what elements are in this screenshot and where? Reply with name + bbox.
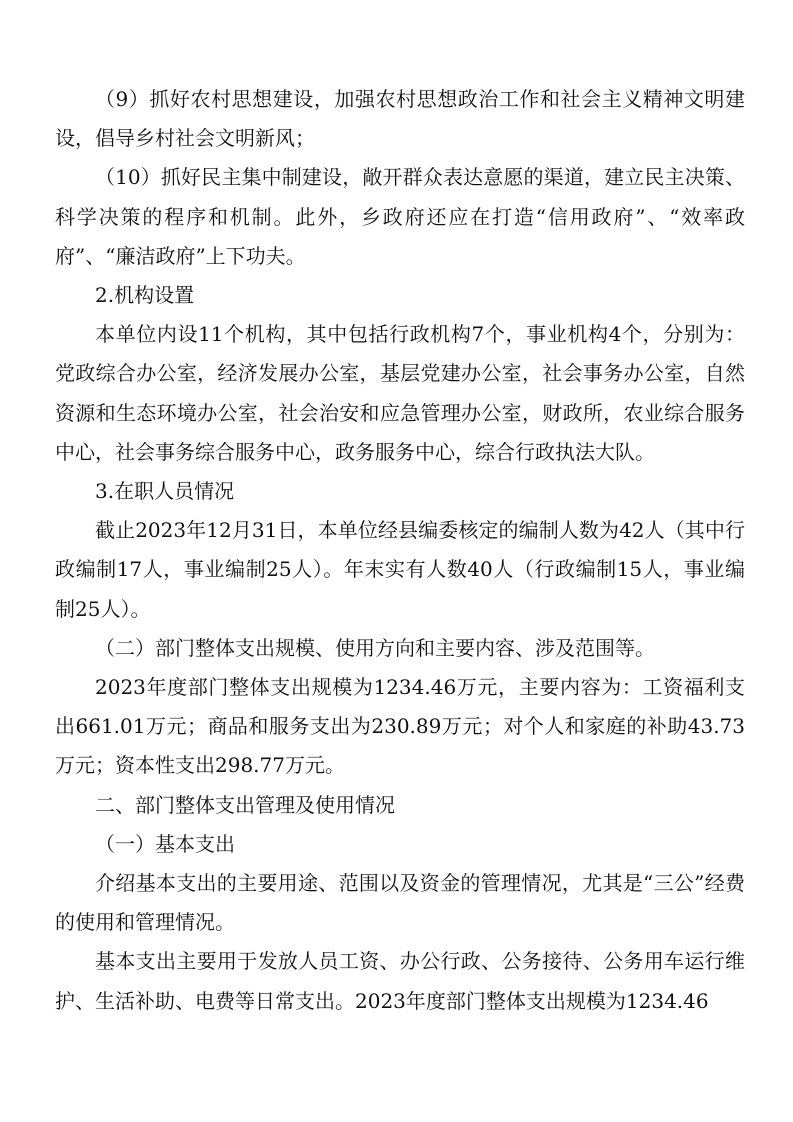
document-body	[55, 80, 745, 1021]
paragraph-basic-expenditure-intro: 介绍基本支出的主要用途、范围以及资金的管理情况，尤其是“三公”经费的使用和管理情况。	[55, 871, 745, 935]
paragraph-org-setup: 本单位内设11个机构，其中包括行政机构7个，事业机构4个，分别为：党政综合办公室，经济发展办公室，基层党建办公室，社会事务办公室，自然资源和生态环境办公室，社会治安和应急管理办公室，财政所，农业综合服务中心，社会事务综合服务中心，政务服务中心，综合行政执法大队。	[55, 322, 745, 464]
section-heading-org-setup: 2.机构设置	[95, 283, 195, 308]
paragraph-item-10: （10）抓好民主集中制建设，敞开群众表达意愿的渠道，建立民主决策、科学决策的程序和机制。此外，乡政府还应在打造“信用政府”、“效率政府”、“廉洁政府”上下功夫。	[55, 165, 745, 268]
section-heading-staff: 3.在职人员情况	[95, 479, 235, 504]
paragraph-item-9: （9）抓好农村思想建设，加强农村思想政治工作和社会主义精神文明建设，倡导乡村社会文明新风；	[55, 87, 745, 151]
section-heading-basic-expenditure: （一）基本支出	[95, 831, 235, 856]
section-heading-expenditure-scale: （二）部门整体支出规模、使用方向和主要内容、涉及范围等。	[95, 635, 655, 660]
section-heading-expenditure-management: 二、部门整体支出管理及使用情况	[95, 792, 395, 817]
paragraph-basic-expenditure-detail: 基本支出主要用于发放人员工资、办公行政、公务接待、公务用车运行维护、生活补助、电费等日常支出。2023年度部门整体支出规模为1234.46	[55, 949, 745, 1013]
paragraph-staff: 截止2023年12月31日，本单位经县编委核定的编制人数为42人（其中行政编制17人，事业编制25人）。年末实有人数40人（行政编制15人，事业编制25人）。	[55, 518, 745, 621]
paragraph-expenditure-scale: 2023年度部门整体支出规模为1234.46万元，主要内容为：工资福利支出661.01万元；商品和服务支出为230.89万元；对个人和家庭的补助43.73万元；资本性支出298.77万元。	[55, 675, 745, 778]
